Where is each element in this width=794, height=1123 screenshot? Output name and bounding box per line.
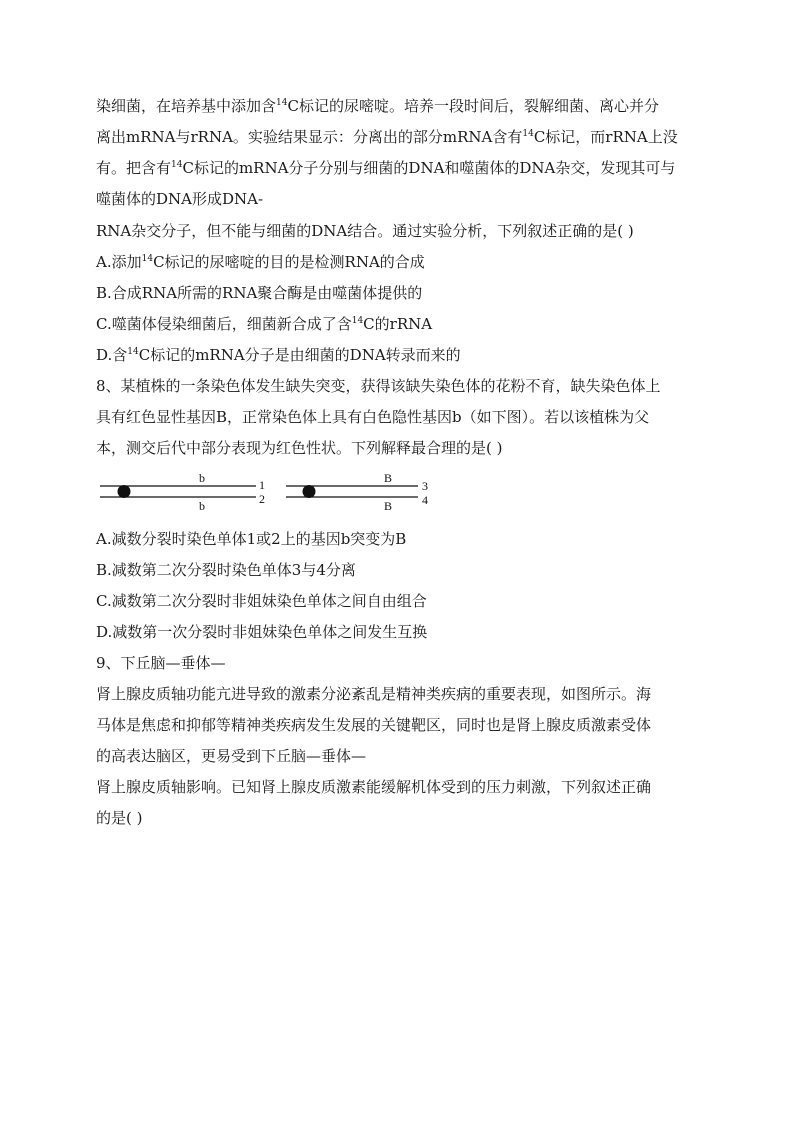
gene-label-left-bottom: b [199,499,205,513]
chromatid-number-4: 4 [422,493,428,507]
q9-stem-line-5: 肾上腺皮质轴影响。已知肾上腺皮质激素能缓解机体受到的压力刺激，下列叙述正确 [96,778,652,796]
chromatid-number-2: 2 [259,492,265,506]
q7-option-b: B.合成RNA所需的RNA聚合酶是由噬菌体提供的 [96,284,423,302]
passage-line-4: 噬菌体的DNA形成DNA- [96,190,264,208]
passage-line-3: 有。把含有$^{14}$C标记的mRNA分子分别与细菌的DNA和噬菌体的DNA杂交，发现其可与 [96,159,676,177]
q9-stem-line-6: 的是( ) [96,809,143,827]
q7-option-c: C.噬菌体侵染细菌后，细菌新合成了含$^{14}$C的rRNA [96,315,433,333]
q9-stem-line-3: 马体是焦虑和抑郁等精神类疾病发生发展的关键靶区，同时也是肾上腺皮质激素受体 [96,716,652,734]
chromatid-number-3: 3 [422,479,428,493]
q8-option-b: B.减数第二次分裂时染色单体3与4分离 [96,561,356,579]
q8-option-c: C.减数第二次分裂时非姐妹染色单体之间自由组合 [96,592,427,610]
passage-line-5: RNA杂交分子，但不能与细菌的DNA结合。通过实验分析，下列叙述正确的是( ) [96,222,634,240]
gene-label-right-bottom: B [384,499,393,513]
gene-label-right-top: B [384,471,393,485]
q8-stem-line-3: 本，测交后代中部分表现为红色性状。下列解释最合理的是( ) [96,439,503,457]
gene-label-left-top: b [199,471,205,485]
centromere-left-icon [118,485,131,498]
chromatid-number-1: 1 [259,478,265,492]
q8-option-d: D.减数第一次分裂时非姐妹染色单体之间发生互换 [96,623,428,641]
q8-option-a: A.减数分裂时染色单体1或2上的基因b突变为B [96,530,407,548]
centromere-right-icon [303,485,316,498]
q8-stem-line-2: 具有红色显性基因B，正常染色体上具有白色隐性基因b（如下图）。若以该植株为父 [96,408,650,426]
q9-stem-line-2: 肾上腺皮质轴功能亢进导致的激素分泌紊乱是精神类疾病的重要表现，如图所示。海 [96,685,652,703]
q8-stem-line-1: 8、某植株的一条染色体发生缺失突变，获得该缺失染色体的花粉不育，缺失染色体上 [96,377,661,395]
q9-stem-line-1: 9、下丘脑—垂体— [96,654,226,672]
q7-option-d: D.含$^{14}$C标记的mRNA分子是由细菌的DNA转录而来的 [96,346,461,364]
q7-option-a: A.添加$^{14}$C标记的尿嘧啶的目的是检测RNA的合成 [96,253,425,271]
q9-stem-line-4: 的高表达脑区，更易受到下丘脑—垂体— [96,747,367,765]
passage-line-2: 离出mRNA与rRNA。实验结果显示：分离出的部分mRNA含有$^{14}$C标记，而rRNA上没 [96,128,678,146]
chromosome-diagram [96,470,456,520]
passage-line-1: 染细菌，在培养基中添加含$^{14}$C标记的尿嘧啶。培养一段时间后，裂解细菌、离心并分 [96,97,659,115]
